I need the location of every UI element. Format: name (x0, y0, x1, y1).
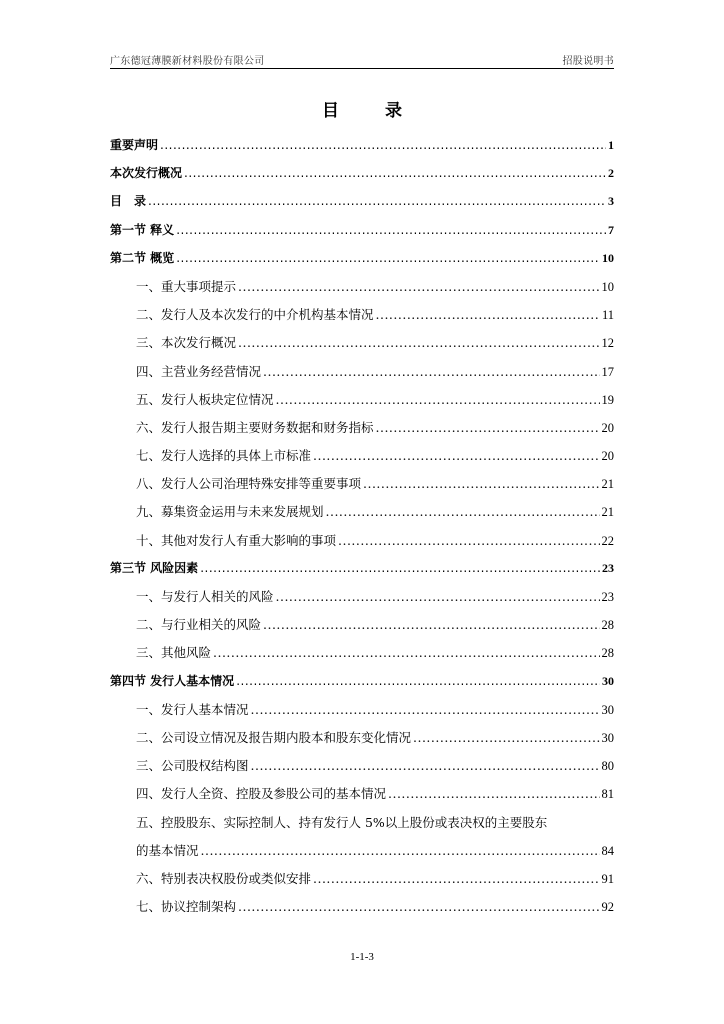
toc-entry-page: 12 (601, 336, 614, 351)
toc-entry[interactable] (110, 728, 614, 756)
toc-entry[interactable] (110, 587, 614, 615)
toc-entry-page: 1 (608, 138, 614, 152)
toc-leader-dots (313, 448, 599, 463)
toc-entry-label: 四、主营业务经营情况 (136, 363, 262, 379)
toc-entry-label: 第二节 概览 (110, 250, 175, 265)
toc-entry-label: 本次发行概况 (110, 166, 183, 181)
toc-entry[interactable] (110, 277, 614, 305)
toc-leader-dots (338, 533, 599, 548)
toc-leader-dots (263, 364, 599, 379)
toc-entry[interactable] (110, 418, 614, 446)
toc-entry-label: 六、发行人报告期主要财务数据和财务指标 (136, 419, 374, 435)
toc-entry-page: 21 (601, 477, 614, 492)
toc-entry-label: 十、其他对发行人有重大影响的事项 (136, 532, 337, 548)
header-company-name: 广东德冠薄膜新材料股份有限公司 (110, 56, 265, 67)
toc-leader-dots (160, 138, 606, 152)
toc-entry-page: 10 (602, 250, 614, 265)
toc-entry[interactable] (110, 333, 614, 361)
toc-leader-dots (313, 871, 599, 886)
toc-entry-page: 2 (608, 166, 614, 181)
toc-leader-dots (238, 279, 599, 294)
toc-entry-page: 30 (601, 702, 614, 717)
toc-leader-dots (184, 166, 606, 180)
toc-entry-page: 80 (601, 759, 614, 774)
toc-entry-page: 30 (602, 673, 614, 688)
toc-entry-page: 21 (601, 505, 614, 520)
toc-entry-page: 3 (608, 194, 614, 209)
toc-entry-page: 11 (601, 308, 614, 323)
toc-entry-page: 28 (601, 646, 614, 661)
toc-entry-page: 7 (608, 222, 614, 237)
toc-leader-dots (276, 392, 600, 407)
toc-entry-label: 二、与行业相关的风险 (136, 617, 262, 633)
toc-entry[interactable] (110, 672, 614, 700)
toc-entry-page: 91 (601, 871, 614, 886)
toc-leader-dots (276, 589, 600, 604)
toc-leader-dots (238, 899, 599, 914)
toc-entry-label: 四、发行人全资、控股及参股公司的基本情况 (136, 786, 387, 802)
toc-entry-label: 九、募集资金运用与未来发展规划 (136, 504, 324, 520)
toc-entry[interactable] (110, 897, 614, 925)
page-header (110, 52, 614, 69)
toc-entry[interactable] (110, 446, 614, 474)
toc-leader-dots (176, 251, 600, 265)
toc-entry-page: 92 (601, 900, 614, 915)
table-of-contents (110, 136, 614, 925)
toc-entry-page: 81 (601, 787, 614, 802)
toc-entry-label: 目 录 (110, 194, 147, 209)
toc-entry[interactable] (110, 249, 614, 277)
toc-entry-page: 20 (601, 449, 614, 464)
toc-leader-dots (148, 194, 606, 208)
toc-leader-dots (251, 702, 600, 717)
toc-entry-page: 10 (601, 279, 614, 294)
toc-entry[interactable] (110, 502, 614, 530)
toc-entry[interactable] (110, 756, 614, 784)
toc-entry-page: 30 (601, 730, 614, 745)
toc-entry[interactable] (110, 615, 614, 643)
toc-leader-dots (363, 476, 599, 491)
toc-entry[interactable] (110, 474, 614, 502)
toc-entry[interactable] (110, 531, 614, 559)
toc-entry[interactable] (110, 192, 614, 220)
toc-entry-label: 一、发行人基本情况 (136, 701, 249, 717)
toc-entry[interactable] (110, 869, 614, 897)
toc-entry-label: 七、发行人选择的具体上市标准 (136, 448, 312, 464)
toc-entry-page: 22 (601, 533, 614, 548)
toc-entry-label: 二、发行人及本次发行的中介机构基本情况 (136, 307, 374, 323)
header-document-type: 招股说明书 (562, 56, 614, 67)
toc-entry-page: 28 (601, 618, 614, 633)
toc-entry[interactable] (110, 164, 614, 192)
page-title: 目 录 (322, 101, 422, 121)
toc-entry-label: 的基本情况 (136, 842, 199, 858)
toc-leader-dots (213, 645, 599, 660)
toc-entry[interactable] (110, 700, 614, 728)
toc-entry-label: 六、特别表决权股份或类似安排 (136, 870, 312, 886)
toc-entry-label: 一、与发行人相关的风险 (136, 589, 274, 604)
toc-entry-label: 三、其他风险 (136, 645, 212, 661)
toc-leader-dots (376, 420, 600, 435)
toc-leader-dots (201, 843, 600, 858)
toc-entry-label: 重要声明 (110, 138, 159, 152)
toc-entry-label: 第四节 发行人基本情况 (110, 673, 235, 688)
toc-entry[interactable] (110, 136, 614, 164)
toc-leader-dots (200, 561, 600, 575)
toc-entry[interactable] (110, 559, 614, 587)
toc-entry[interactable] (110, 362, 614, 390)
toc-entry-page: 19 (601, 392, 614, 407)
toc-entry-label: 五、发行人板块定位情况 (136, 391, 274, 407)
toc-entry-page: 23 (601, 590, 614, 604)
toc-entry[interactable] (110, 784, 614, 812)
toc-entry-label: 第三节 风险因素 (110, 560, 199, 575)
toc-entry-page: 23 (602, 560, 614, 575)
toc-entry-label: 一、重大事项提示 (136, 278, 237, 294)
toc-entry[interactable] (110, 390, 614, 418)
toc-leader-dots (236, 674, 600, 688)
toc-leader-dots (238, 335, 599, 350)
toc-entry-page: 17 (601, 364, 614, 379)
toc-leader-dots (251, 758, 600, 773)
toc-leader-dots (388, 786, 599, 801)
toc-entry-page: 84 (601, 843, 614, 858)
toc-entry[interactable] (110, 813, 614, 841)
toc-entry-label: 二、公司设立情况及报告期内股本和股东变化情况 (136, 729, 412, 745)
toc-entry-label: 三、本次发行概况 (136, 335, 237, 351)
toc-entry-label: 三、公司股权结构图 (136, 758, 249, 774)
toc-entry-label: 五、控股股东、实际控制人、持有发行人 5%以上股份或表决权的主要股东 (136, 814, 548, 830)
toc-leader-dots (376, 307, 600, 322)
toc-entry-label: 八、发行人公司治理特殊安排等重要事项 (136, 476, 362, 492)
page-number: 1-1-3 (350, 951, 374, 963)
toc-leader-dots (263, 617, 599, 632)
toc-entry-page: 20 (601, 420, 614, 435)
toc-entry[interactable] (110, 305, 614, 333)
toc-leader-dots (326, 504, 600, 519)
toc-leader-dots (176, 223, 606, 237)
toc-entry[interactable] (110, 643, 614, 671)
toc-entry[interactable] (110, 221, 614, 249)
toc-leader-dots (413, 730, 599, 745)
toc-entry[interactable] (110, 841, 614, 869)
toc-entry-label: 七、协议控制架构 (136, 899, 237, 915)
toc-entry-label: 第一节 释义 (110, 222, 175, 237)
